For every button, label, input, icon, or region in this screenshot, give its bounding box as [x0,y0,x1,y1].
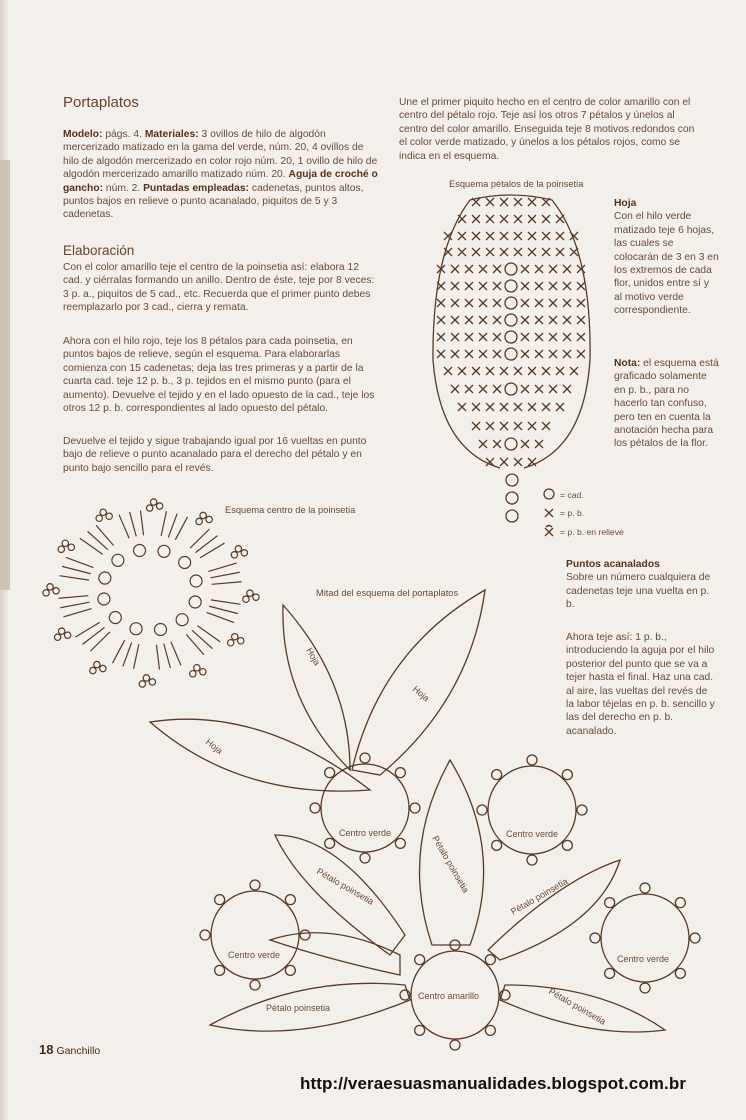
watermark-url: http://veraesuasmanualidades.blogspot.com.br [300,1074,687,1093]
label-hoja-1: Hoja [304,646,323,668]
label-petalo-3: Pétalo poinsetia [509,876,570,917]
instructions-paragraph-1: Con el color amarillo teje el centro de la poinsetia así: elabora 12 cad. y ciérralas formando un anillo. Dentro de éste, teje por 8 veces: 3 p. a., piquitos de 5 cad., etc. Recuerda que el primer punto debes reemplazarlo por 3 cad., cierra y remata. [63,262,375,314]
page-title: Portaplatos [63,94,139,111]
leaf-upper-right [352,590,485,775]
label-petalo-1: Pétalo poinsetia [430,834,471,895]
half-diagram-title: Mitad del esquema del portaplatos [316,588,459,598]
label-hoja-2: Hoja [410,683,432,704]
instructions-paragraph-2: Ahora con el hilo rojo, teje los 8 pétalos para cada poinsetia, en puntos bajos de relieve, según el esquema. Para elaborarlas comienza con 15 cadenetas; deja las tres primeras y a partir de la cuarta cad. teje 12 p. b., 3 p. tejidos en el mismo punto (para el aumento). Devuelve el tejido y en el lado opuesto de la cad., teje los otros 12 p. b. correspondientes al lado opuesto del pétalo. [63,336,375,415]
page-footer: 18 Ganchillo [39,1042,101,1057]
nota-note: Nota: el esquema está graficado solamente en p. b., para no hacerlo tan confuso, pero ten en cuenta la anotación hecha para los pétalos de la flor. [614,358,719,450]
label-centro-verde-4: Centro verde [617,954,670,964]
label-centro-amarillo: Centro amarillo [418,991,480,1001]
legend-relief-stitch: = p. b. en relieve [560,527,624,537]
label-petalo-4: Pétalo poinsetia [266,1003,331,1013]
petal-right-1 [488,860,620,960]
petal-center-up [420,760,484,945]
legend-symbols [544,489,554,536]
puntos-acanalados-steps: Ahora teje así: 1 p. b., introduciendo la aguja por el hilo posterior del punto que se va a tejer hasta el final. Haz una cad. al aire, las vueltas del revés de la labor téjelas en p. b. sencillo y las del derecho en p. b. acanalado. [566,632,715,737]
schematic-labels [204,646,669,1027]
joining-paragraph: Une el primer piquito hecho en el centro de color amarillo con el centro del pétalo rojo. Teje así los otros 7 pétalos y únelos al centro del color amarillo. Enseguida teje 8 motivos redondos con el color verde matizado, y únelos a los pétalos rojos, como se indica en el esquema. [399,97,695,162]
label-petalo-5: Pétalo poinsetia [547,986,608,1027]
leaf-upper-left [283,605,350,770]
legend-chain: = cad. [560,490,584,500]
petal-stitch-chart [433,195,590,522]
assembly-schematic [150,590,700,1050]
center-stitch-chart [43,499,259,687]
hoja-note: Hoja Con el hilo verde matizado teje 6 hojas, las cuales se colocarán de 3 en 3 en los extremos de cada flor, unidos entre sí y al motivo verde correspondiente. [614,198,719,317]
legend-single-crochet: = p. b. [560,508,585,518]
instructions-paragraph-3: Devuelve el tejido y sigue trabajando igual por 16 vueltas en punto bajo de relieve o punto acanalado para el derecho del pétalo y en punto bajo sencillo para el revés. [63,436,367,474]
petal-left-2 [270,933,400,975]
petal-left-1 [275,835,405,955]
label-petalo-2: Pétalo poinsetia [315,866,376,907]
puntos-acanalados-block: Puntos acanalados Sobre un número cualquiera de cadenetas teje una vuelta en p. b. [566,559,711,611]
materials-paragraph: Modelo: págs. 4. Materiales: 3 ovillos de hilo de algodón mercerizado matizado en la gama del verde, núm. 20, 4 ovillos de hilo de algodón mercerizado en color rojo núm. 20, 1 ovillo de hilo de algodón mercerizado amarillo matizado núm. 20. Aguja de croché o gancho: núm. 2. Puntadas empleadas: cadenetas, puntos altos, puntos bajos en relieve o punto acanalado, piquitos de 5 y 3 cadenetas. [63,129,378,221]
label-centro-verde-3: Centro verde [228,950,281,960]
label-hoja-3: Hoja [203,736,225,756]
label-centro-verde-1: Centro verde [339,828,392,838]
label-centro-verde-2: Centro verde [506,829,559,839]
petal-diagram-title: Esquema pétalos de la poinsetia [449,179,584,189]
elaboracion-heading: Elaboración [63,243,135,258]
center-diagram-title: Esquema centro de la poinsetia [225,505,356,515]
